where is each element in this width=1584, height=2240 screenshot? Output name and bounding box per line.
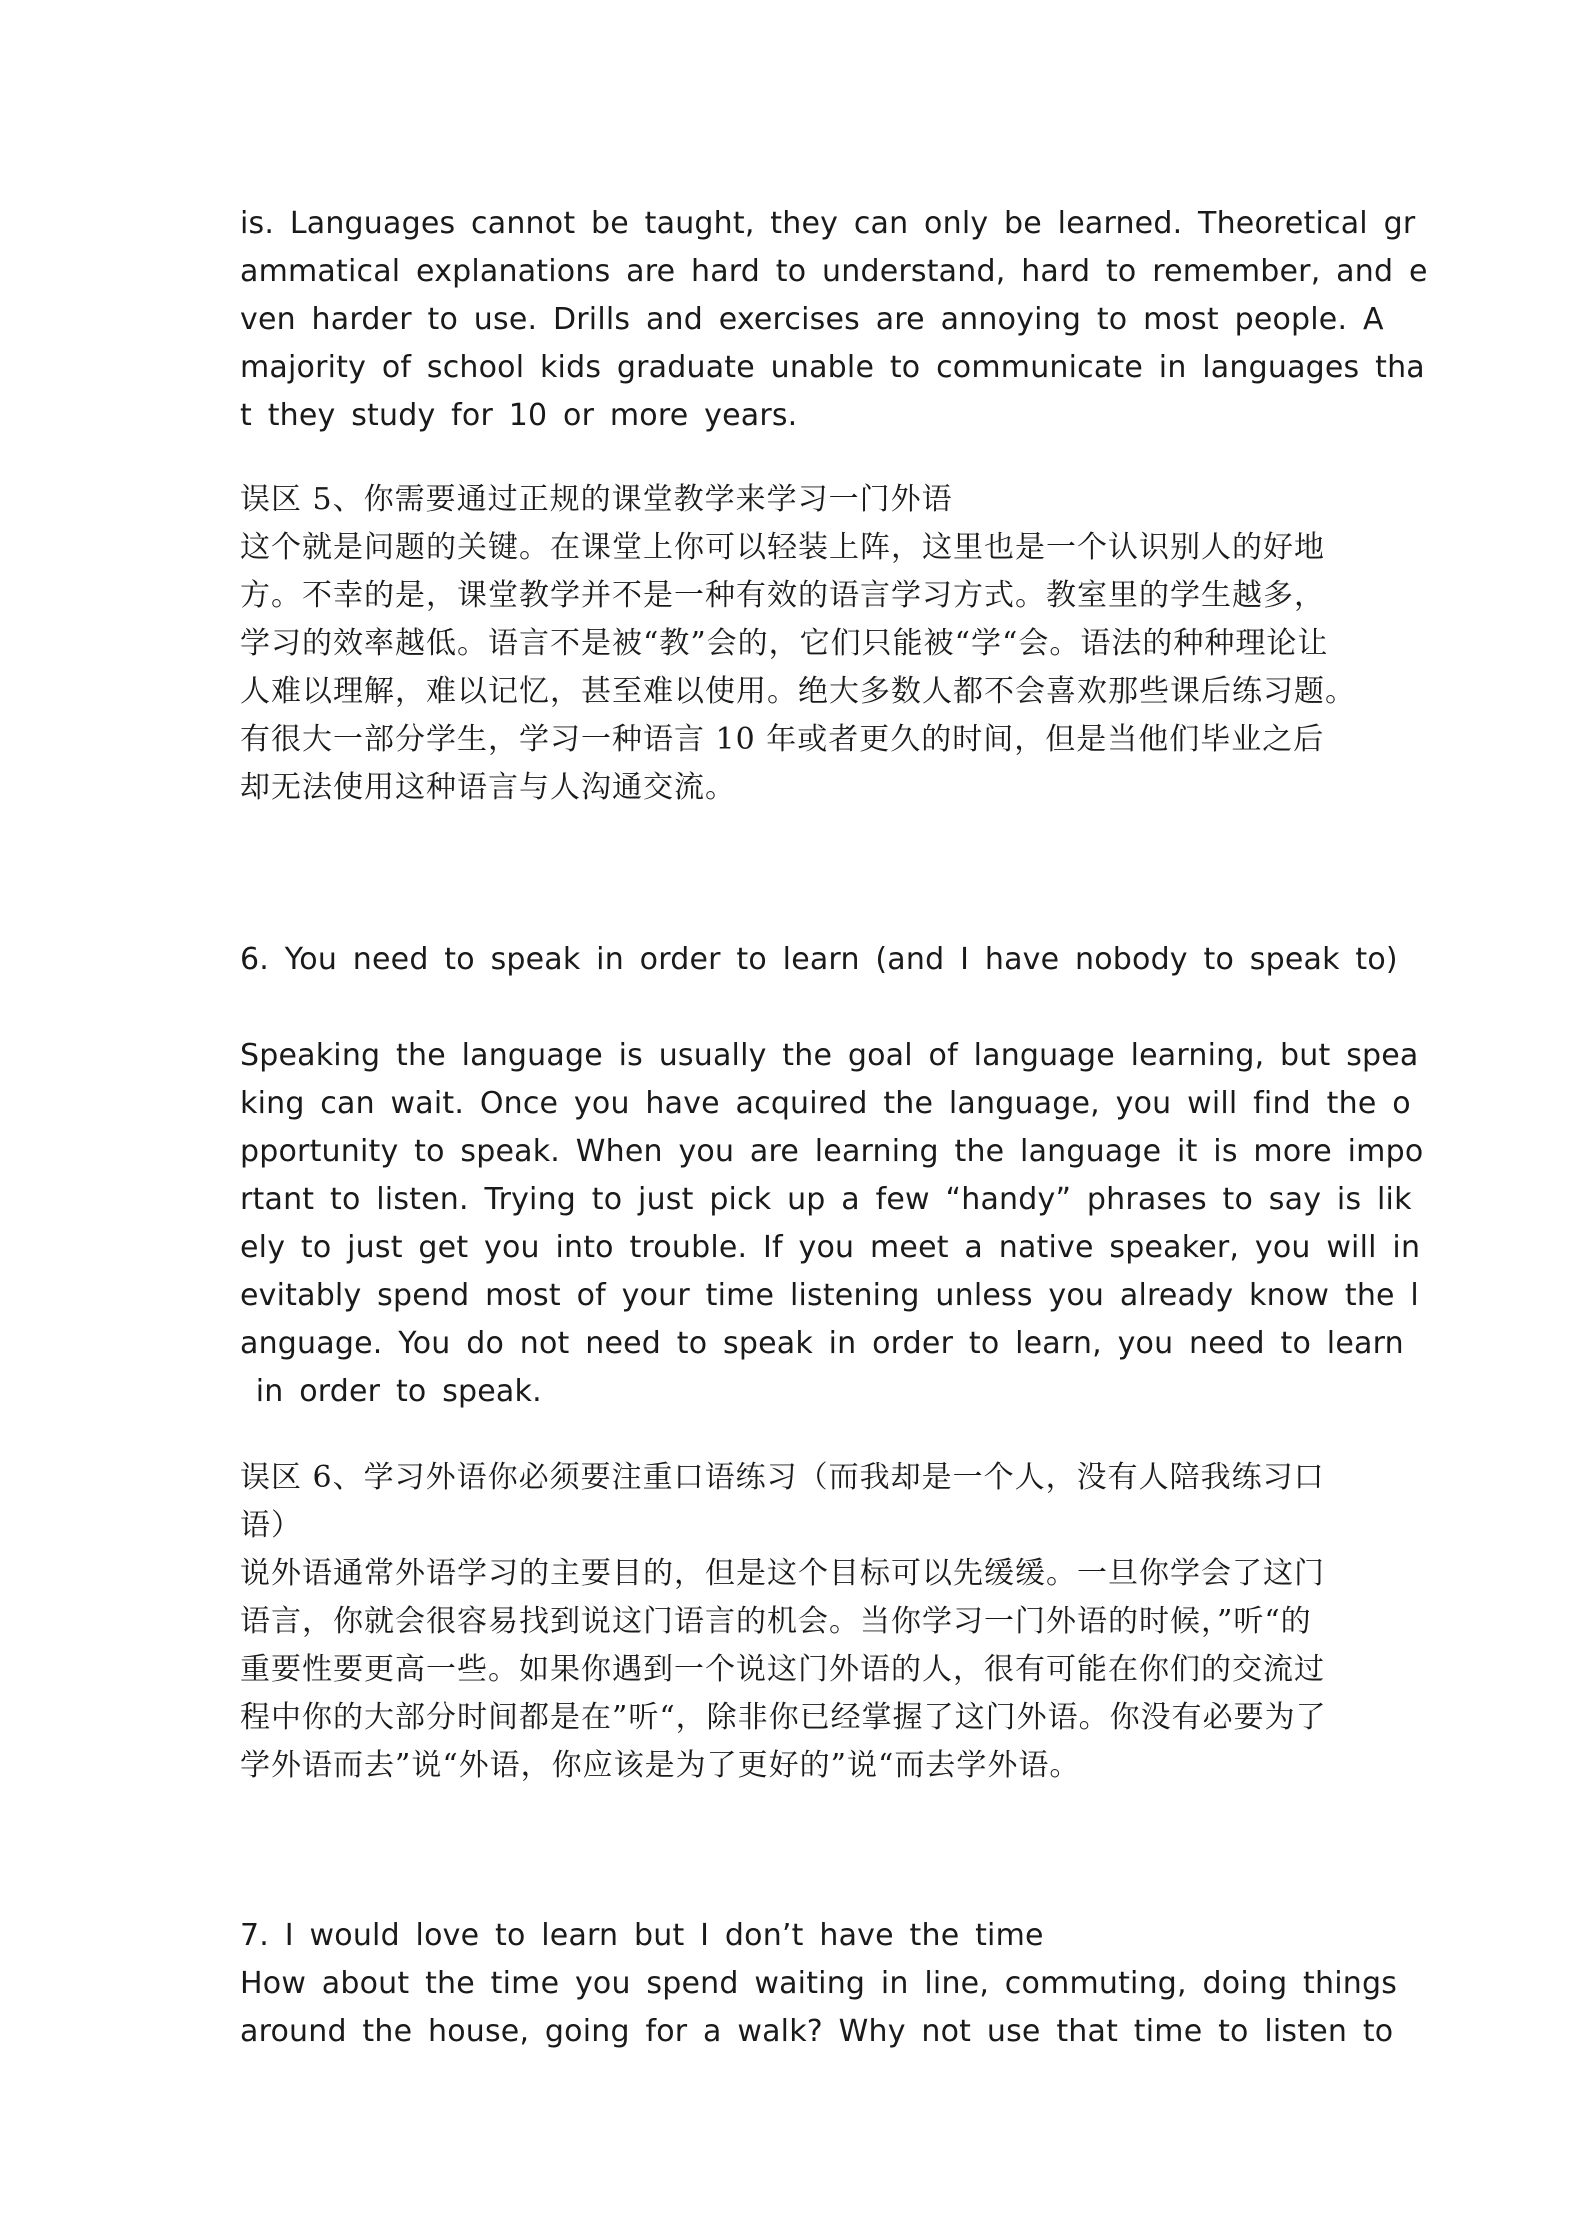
myth6-heading-en	[240, 936, 1398, 984]
text-line: ammatical explanations are hard to understand, hard to remember, and e	[240, 254, 1428, 289]
text-line: majority of school kids graduate unable to communicate in languages tha	[240, 350, 1425, 385]
myth6-heading-cn: 误区 6、学习外语你必须要注重口语练习（而我却是一个人，没有人陪我练习口	[240, 1460, 1325, 1495]
text-line: ely to just get you into trouble. If you meet a native speaker, you will in	[240, 1230, 1421, 1265]
text-line: 说外语通常外语学习的主要目的，但是这个目标可以先缓缓。一旦你学会了这门	[240, 1556, 1325, 1591]
text-line: evitably spend most of your time listening unless you already know the l	[240, 1278, 1419, 1313]
section-heading: 6. You need to speak in order to learn (and I have nobody to speak to)	[240, 942, 1398, 977]
myth6-section-cn	[240, 1454, 1360, 1790]
text-line: around the house, going for a walk? Why not use that time to listen to	[240, 2014, 1394, 2049]
text-line: 有很大一部分学生，学习一种语言 10 年或者更久的时间，但是当他们毕业之后	[240, 722, 1325, 757]
text-line: 学外语而去”说“外语，你应该是为了更好的”说“而去学外语。	[240, 1748, 1081, 1783]
text-line: Speaking the language is usually the goal of language learning, but spea	[240, 1038, 1419, 1073]
text-line: rtant to listen. Trying to just pick up a few “handy” phrases to say is lik	[240, 1182, 1412, 1217]
text-line: 重要性要更高一些。如果你遇到一个说这门外语的人，很有可能在你们的交流过	[240, 1652, 1325, 1687]
text-line: is. Languages cannot be taught, they can only be learned. Theoretical gr	[240, 206, 1416, 241]
text-line: in order to speak.	[240, 1374, 542, 1409]
myth6-paragraph-en	[240, 1032, 1424, 1416]
text-line: anguage. You do not need to speak in order to learn, you need to learn	[240, 1326, 1404, 1361]
text-line: ven harder to use. Drills and exercises are annoying to most people. A	[240, 302, 1384, 337]
text-line: 却无法使用这种语言与人沟通交流。	[240, 770, 736, 805]
text-line: pportunity to speak. When you are learning the language it is more impo	[240, 1134, 1424, 1169]
myth6-heading-cn-cont: 语）	[240, 1508, 302, 1543]
text-line: 这个就是问题的关键。在课堂上你可以轻装上阵，这里也是一个认识别人的好地	[240, 530, 1325, 565]
text-line: 程中你的大部分时间都是在”听“，除非你已经掌握了这门外语。你没有必要为了	[240, 1700, 1327, 1735]
text-line: king can wait. Once you have acquired the language, you will find the o	[240, 1086, 1411, 1121]
text-line: 人难以理解，难以记忆，甚至难以使用。绝大多数人都不会喜欢那些课后练习题。	[240, 674, 1356, 709]
text-line: 学习的效率越低。语言不是被“教”会的，它们只能被“学“会。语法的种种理论让	[240, 626, 1329, 661]
section-heading: 7. I would love to learn but I don’t have the time	[240, 1918, 1044, 1953]
text-line: How about the time you spend waiting in line, commuting, doing things	[240, 1966, 1398, 2001]
text-line: 语言，你就会很容易找到说这门语言的机会。当你学习一门外语的时候，”听“的	[240, 1604, 1312, 1639]
text-line: 方。不幸的是，课堂教学并不是一种有效的语言学习方式。教室里的学生越多，	[240, 578, 1325, 613]
myth7-section-en	[240, 1912, 1398, 2056]
intro-paragraph-en	[240, 200, 1428, 440]
myth5-heading-cn: 误区 5、你需要通过正规的课堂教学来学习一门外语	[240, 482, 953, 517]
myth5-section-cn	[240, 476, 1360, 812]
text-line: t they study for 10 or more years.	[240, 398, 798, 433]
